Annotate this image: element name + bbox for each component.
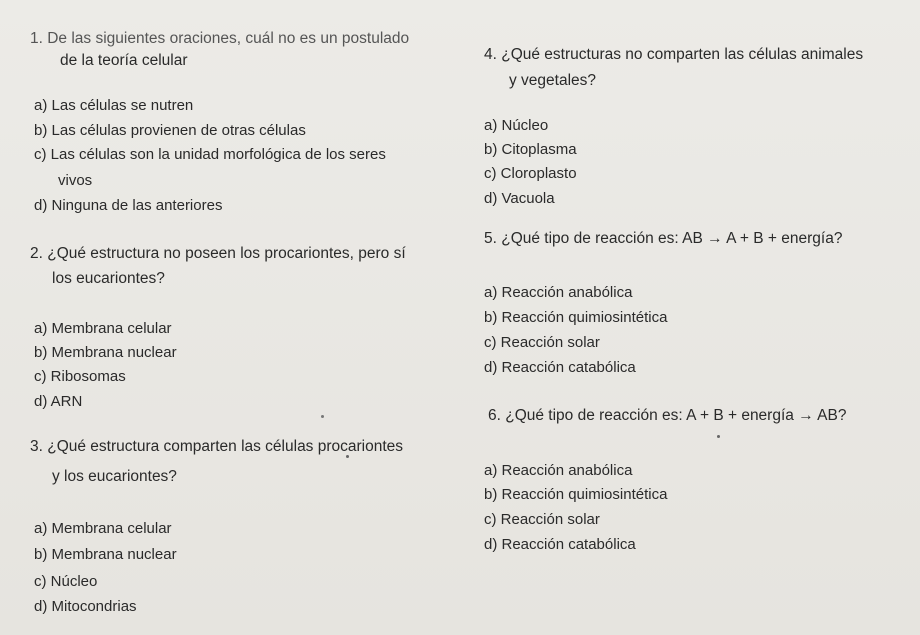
q6-option-a: a) Reacción anabólica (484, 462, 633, 479)
q2-prompt-line1: 2. ¿Qué estructura no poseen los procariontes, pero sí (30, 245, 406, 262)
q2-option-b: b) Membrana nuclear (34, 344, 177, 361)
q3-option-b: b) Membrana nuclear (34, 546, 177, 563)
q1-option-b: b) Las células provienen de otras células (34, 122, 306, 139)
q3-option-c: c) Núcleo (34, 573, 98, 590)
q6-option-c: c) Reacción solar (484, 511, 600, 528)
paper-speck (346, 455, 349, 458)
q4-prompt-line1: 4. ¿Qué estructuras no comparten las células animales (484, 46, 864, 63)
q6-prompt: 6. ¿Qué tipo de reacción es: A + B + energía → AB? (488, 407, 847, 424)
q3-option-d: d) Mitocondrias (34, 598, 137, 615)
q4-option-d: d) Vacuola (484, 190, 555, 207)
q5-option-a: a) Reacción anabólica (484, 284, 633, 301)
q1-prompt-line1: 1. De las siguientes oraciones, cuál no es un postulado (30, 30, 410, 47)
q5-option-b: b) Reacción quimiosintética (484, 309, 668, 326)
q1-option-c-cont: vivos (58, 172, 93, 189)
paper-speck (321, 415, 324, 418)
q5-option-d: d) Reacción catabólica (484, 359, 636, 376)
q2-option-d: d) ARN (34, 393, 83, 410)
q1-option-c: c) Las células son la unidad morfológica de los seres (34, 146, 386, 163)
q2-option-c: c) Ribosomas (34, 368, 126, 385)
q1-prompt-line2: de la teoría celular (60, 52, 188, 69)
paper-speck (717, 435, 720, 438)
q2-option-a: a) Membrana celular (34, 320, 172, 337)
q5-prompt: 5. ¿Qué tipo de reacción es: AB → A + B + energía? (484, 230, 843, 247)
q4-option-a: a) Núcleo (484, 117, 549, 134)
q1-option-d: d) Ninguna de las anteriores (34, 197, 223, 214)
q2-prompt-line2: los eucariontes? (52, 270, 165, 287)
q6-option-d: d) Reacción catabólica (484, 536, 636, 553)
q3-prompt-line1: 3. ¿Qué estructura comparten las células procariontes (30, 438, 404, 455)
q4-option-b: b) Citoplasma (484, 141, 577, 158)
q1-option-a: a) Las células se nutren (34, 97, 194, 114)
q4-option-c: c) Cloroplasto (484, 165, 577, 182)
q3-option-a: a) Membrana celular (34, 520, 172, 537)
q4-prompt-line2: y vegetales? (509, 72, 597, 89)
q6-option-b: b) Reacción quimiosintética (484, 486, 668, 503)
q3-prompt-line2: y los eucariontes? (52, 468, 177, 485)
q5-option-c: c) Reacción solar (484, 334, 600, 351)
